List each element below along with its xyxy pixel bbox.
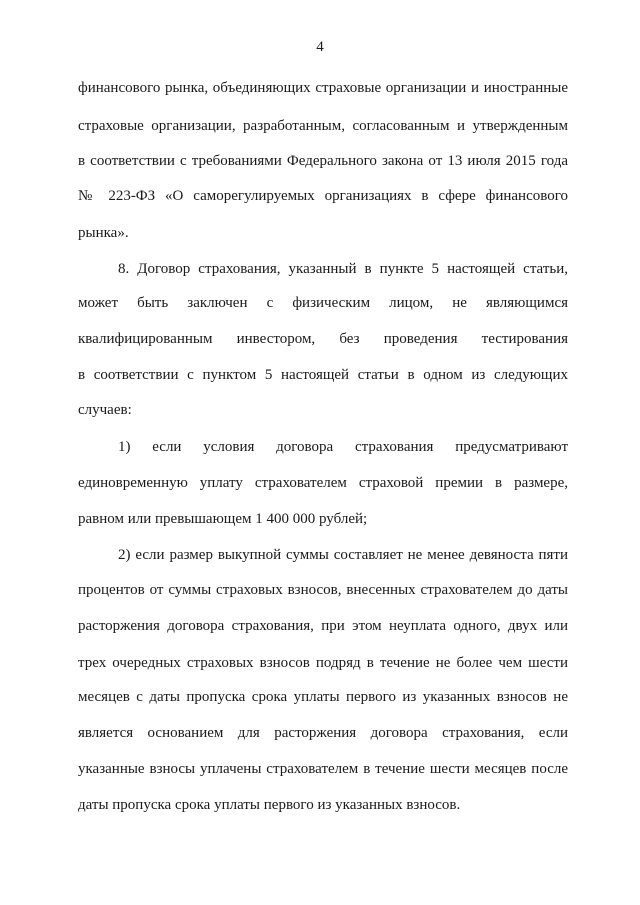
text-line: процентов от суммы страховых взносов, внесенных страхователем до даты: [78, 582, 568, 598]
text-line: является основанием для расторжения договора страхования, если: [78, 725, 568, 741]
text-line: трех очередных страховых взносов подряд в течение не более чем шести: [78, 655, 568, 671]
text-line: № 223-ФЗ «О саморегулируемых организациях в сфере финансового: [78, 188, 568, 204]
text-line: расторжения договора страхования, при этом неуплата одного, двух или: [78, 618, 568, 634]
text-line: 1) если условия договора страхования предусматривают: [118, 439, 568, 455]
text-line: страховые организации, разработанным, согласованным и утвержденным: [78, 118, 568, 134]
text-line: может быть заключен с физическим лицом, не являющимся: [78, 295, 568, 311]
text-line: 2) если размер выкупной суммы составляет не менее девяноста пяти: [118, 547, 568, 563]
text-line: квалифицированным инвестором, без проведения тестирования: [78, 331, 568, 347]
text-line: даты пропуска срока уплаты первого из указанных взносов.: [78, 797, 461, 813]
text-line: в соответствии с требованиями Федерального закона от 13 июля 2015 года: [78, 153, 568, 169]
text-line: случаев:: [78, 402, 132, 418]
text-line: 8. Договор страхования, указанный в пункте 5 настоящей статьи,: [118, 261, 568, 277]
text-line: месяцев с даты пропуска срока уплаты первого из указанных взносов не: [78, 689, 568, 705]
text-line: в соответствии с пунктом 5 настоящей статьи в одном из следующих: [78, 367, 568, 383]
text-line: рынка».: [78, 225, 129, 241]
text-line: равном или превышающем 1 400 000 рублей;: [78, 511, 368, 527]
text-line: единовременную уплату страхователем страховой премии в размере,: [78, 475, 568, 491]
text-line: финансового рынка, объединяющих страховые организации и иностранные: [78, 80, 568, 96]
text-line: указанные взносы уплачены страхователем в течение шести месяцев после: [78, 761, 568, 777]
page-number: 4: [316, 39, 324, 55]
